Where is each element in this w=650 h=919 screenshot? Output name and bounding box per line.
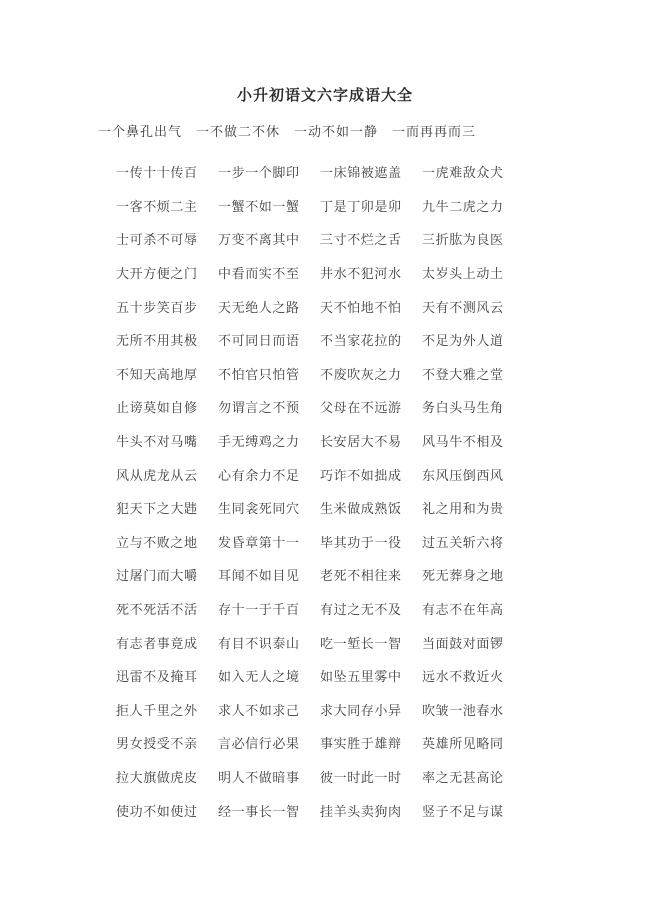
idiom: 父母在不远游 — [320, 401, 402, 417]
idiom-row — [116, 592, 526, 626]
idiom: 一传十十传百 — [116, 166, 198, 182]
idiom: 万变不离其中 — [218, 233, 300, 249]
idiom-row — [116, 726, 526, 760]
idiom: 一虎难敌众犬 — [422, 166, 504, 182]
idiom: 吃一堑长一智 — [320, 636, 402, 652]
idiom: 有目不识泰山 — [218, 636, 300, 652]
idiom-row — [116, 625, 526, 659]
idiom-row — [116, 424, 526, 458]
idiom: 不足为外人道 — [422, 334, 504, 350]
idiom-row — [116, 222, 526, 256]
idiom: 生米做成熟饭 — [320, 502, 402, 518]
idiom: 三折肱为良医 — [422, 233, 504, 249]
idiom: 一不做二不休 — [196, 125, 281, 140]
idiom: 彼一时此一时 — [320, 770, 402, 786]
idiom: 一动不如一静 — [294, 125, 379, 140]
idiom: 求大同存小异 — [320, 703, 402, 719]
idiom: 天有不测风云 — [422, 300, 504, 316]
idiom: 中看而实不至 — [218, 267, 300, 283]
idiom: 一而再再而三 — [392, 125, 477, 140]
idiom: 经一事长一智 — [218, 804, 300, 820]
idiom: 不怕官只怕管 — [218, 367, 300, 383]
idiom: 当面鼓对面锣 — [422, 636, 504, 652]
idiom-row — [116, 558, 526, 592]
idiom: 老死不相往来 — [320, 569, 402, 585]
idiom: 不可同日而语 — [218, 334, 300, 350]
idiom: 大开方便之门 — [116, 267, 198, 283]
idiom: 如入无人之境 — [218, 670, 300, 686]
idiom: 士可杀不可辱 — [116, 233, 198, 249]
idiom: 发昏章第十一 — [218, 535, 300, 551]
idiom: 毕其功于一役 — [320, 535, 402, 551]
idiom: 天不怕地不怕 — [320, 300, 402, 316]
idiom: 英雄所见略同 — [422, 737, 504, 753]
idiom: 风马牛不相及 — [422, 435, 504, 451]
idiom: 手无缚鸡之力 — [218, 435, 300, 451]
idiom-row — [116, 760, 526, 794]
idiom: 吹皱一池春水 — [422, 703, 504, 719]
idiom-row — [116, 390, 526, 424]
idiom-row — [116, 793, 526, 827]
idiom: 竖子不足与谋 — [422, 804, 504, 820]
idiom: 远水不救近火 — [422, 670, 504, 686]
idiom: 一步一个脚印 — [218, 166, 300, 182]
idiom: 不废吹灰之力 — [320, 367, 402, 383]
idiom: 一客不烦二主 — [116, 199, 198, 215]
idiom: 如坠五里雾中 — [320, 670, 402, 686]
idiom: 拉大旗做虎皮 — [116, 770, 198, 786]
idiom-row — [116, 525, 526, 559]
idiom: 一蟹不如一蟹 — [218, 199, 300, 215]
idiom: 事实胜于雄辩 — [320, 737, 402, 753]
idiom: 死无葬身之地 — [422, 569, 504, 585]
idiom: 务白头马生角 — [422, 401, 504, 417]
idiom: 太岁头上动土 — [422, 267, 504, 283]
idiom-grid — [116, 155, 526, 827]
idiom: 言必信行必果 — [218, 737, 300, 753]
idiom: 死不死活不活 — [116, 603, 198, 619]
idiom: 迅雷不及掩耳 — [116, 670, 198, 686]
idiom: 求人不如求己 — [218, 703, 300, 719]
idiom: 三寸不烂之舌 — [320, 233, 402, 249]
idiom: 一床锦被遮盖 — [320, 166, 402, 182]
idiom: 牛头不对马嘴 — [116, 435, 198, 451]
idiom: 立与不败之地 — [116, 535, 198, 551]
idiom: 生同衾死同穴 — [218, 502, 300, 518]
idiom: 存十一于千百 — [218, 603, 300, 619]
idiom: 不知天高地厚 — [116, 367, 198, 383]
page-title: 小升初语文六字成语大全 — [236, 86, 413, 104]
idiom: 九牛二虎之力 — [422, 199, 504, 215]
idiom: 过屠门而大嚼 — [116, 569, 198, 585]
idiom: 无所不用其极 — [116, 334, 198, 350]
idiom: 止谤莫如自修 — [116, 401, 198, 417]
idiom-row — [116, 693, 526, 727]
idiom: 明人不做暗事 — [218, 770, 300, 786]
idiom: 一个鼻孔出气 — [98, 125, 183, 140]
idiom-row — [116, 659, 526, 693]
idiom: 不当家花拉的 — [320, 334, 402, 350]
idiom: 心有余力不足 — [218, 468, 300, 484]
idiom-row — [116, 323, 526, 357]
idiom: 耳闻不如目见 — [218, 569, 300, 585]
idiom-row — [116, 155, 526, 189]
idiom-row — [116, 357, 526, 391]
idiom: 巧诈不如拙成 — [320, 468, 402, 484]
idiom: 挂羊头卖狗肉 — [320, 804, 402, 820]
idiom-row — [116, 189, 526, 223]
idiom-row — [116, 457, 526, 491]
idiom: 不登大雅之堂 — [422, 367, 504, 383]
idiom: 有过之无不及 — [320, 603, 402, 619]
idiom: 五十步笑百步 — [116, 300, 198, 316]
idiom: 过五关斩六将 — [422, 535, 504, 551]
idiom: 东风压倒西风 — [422, 468, 504, 484]
idiom: 礼之用和为贵 — [422, 502, 504, 518]
idiom: 犯天下之大韪 — [116, 502, 198, 518]
idiom: 拒人千里之外 — [116, 703, 198, 719]
idiom-row — [116, 289, 526, 323]
idiom-row-first — [98, 121, 558, 140]
idiom: 风从虎龙从云 — [116, 468, 198, 484]
idiom: 有志不在年高 — [422, 603, 504, 619]
idiom: 有志者事竟成 — [116, 636, 198, 652]
idiom: 井水不犯河水 — [320, 267, 402, 283]
idiom: 长安居大不易 — [320, 435, 402, 451]
idiom: 使功不如使过 — [116, 804, 198, 820]
idiom-row — [116, 491, 526, 525]
idiom: 丁是丁卯是卯 — [320, 199, 402, 215]
idiom: 男女授受不亲 — [116, 737, 198, 753]
idiom: 勿谓言之不预 — [218, 401, 300, 417]
idiom: 天无绝人之路 — [218, 300, 300, 316]
idiom: 率之无甚高论 — [422, 770, 504, 786]
idiom-row — [116, 256, 526, 290]
